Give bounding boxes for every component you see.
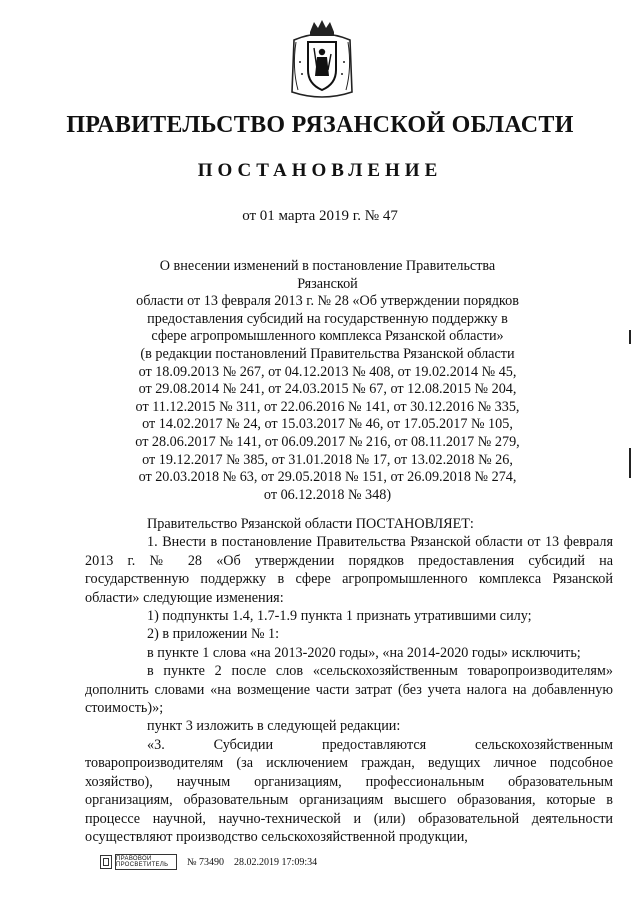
rzn-coat-of-arms-icon bbox=[288, 18, 356, 102]
body-paragraph: в пункте 1 слова «на 2013-2020 годы», «на 2014-2020 годы» исключить; bbox=[147, 644, 581, 661]
document-type: ПОСТАНОВЛЕНИЕ bbox=[197, 160, 443, 181]
subject-line: О внесении изменений в постановление Правительства Рязанской bbox=[159, 258, 496, 292]
body-paragraph: пункт 3 изложить в следующей редакции: bbox=[147, 718, 401, 735]
document-subject bbox=[130, 258, 525, 504]
body-paragraph: 1. Внести в постановление Правительства Рязанской области от 13 февраля 2013 г. № 28 «Об утверждении порядков предоставления субсидий на государственную поддержку в сфере агропромышленного комплекса Рязанской области» следующие изменения: bbox=[85, 534, 613, 606]
subject-line: области от 13 февраля 2013 г. № 28 «Об утверждении порядков bbox=[136, 293, 519, 310]
subject-line: предоставления субсидий на государственную поддержку в bbox=[147, 310, 508, 327]
resolution-intro: Правительство Рязанской области ПОСТАНОВЛЯЕТ: bbox=[147, 516, 474, 532]
building-icon bbox=[100, 855, 112, 869]
body-paragraph: 1) подпункты 1.4, 1.7-1.9 пункта 1 признать утратившими силу; bbox=[147, 608, 532, 625]
body-paragraph: 2) в приложении № 1: bbox=[147, 626, 280, 643]
subject-line: (в редакции постановлений Правительства Рязанской области bbox=[140, 345, 515, 362]
stamp-label: ПРАВОВОЙ ПРОСВЕТИТЕЛЬ bbox=[115, 854, 177, 870]
margin-binding-marks bbox=[628, 330, 632, 480]
subject-line: от 18.09.2013 № 267, от 04.12.2013 № 408, от 19.02.2014 № 45, bbox=[138, 363, 517, 380]
registry-timestamp: 28.02.2019 17:09:34 bbox=[234, 856, 318, 868]
government-title: ПРАВИТЕЛЬСТВО РЯЗАНСКОЙ ОБЛАСТИ bbox=[66, 112, 574, 138]
subject-line: от 06.12.2018 № 348) bbox=[263, 486, 392, 503]
subject-line: от 14.02.2017 № 24, от 15.03.2017 № 46, от 17.05.2017 № 105, bbox=[142, 416, 513, 433]
subject-line: от 28.06.2017 № 141, от 06.09.2017 № 216, от 08.11.2017 № 279, bbox=[135, 433, 520, 450]
body-paragraph: в пункте 2 после слов «сельскохозяйственным товаропроизводителям» дополнить словами «на возмещение части затрат (без учета налога на добавленную стоимость)»; bbox=[85, 663, 613, 717]
subject-line: от 19.12.2017 № 385, от 31.01.2018 № 17, от 13.02.2018 № 26, bbox=[142, 451, 513, 468]
registry-stamp bbox=[100, 854, 177, 870]
footer-registry bbox=[100, 852, 317, 872]
document-body bbox=[85, 515, 613, 846]
subject-line: от 29.08.2014 № 241, от 24.03.2015 № 67, от 12.08.2015 № 204, bbox=[138, 381, 517, 398]
registry-number: № 73490 bbox=[187, 856, 225, 868]
subject-line: сфере агропромышленного комплекса Рязанской области» bbox=[151, 328, 504, 345]
body-paragraph: «3. Субсидии предоставляются сельскохозяйственным товаропроизводителям (за исключением граждан, ведущих личное подсобное хозяйство), научным организациям, профессиональным образовательным организациям, образовательным организациям высшего образования, которые в процессе научной, научно-технической и (или) образовательной деятельности осуществляют производство сельскохозяйственной продукции, bbox=[85, 736, 613, 845]
subject-line: от 11.12.2015 № 311, от 22.06.2016 № 141, от 30.12.2016 № 335, bbox=[135, 398, 520, 415]
document-date-number: от 01 марта 2019 г. № 47 bbox=[242, 208, 398, 224]
subject-line: от 20.03.2018 № 63, от 29.05.2018 № 151, от 26.09.2018 № 274, bbox=[138, 469, 517, 486]
